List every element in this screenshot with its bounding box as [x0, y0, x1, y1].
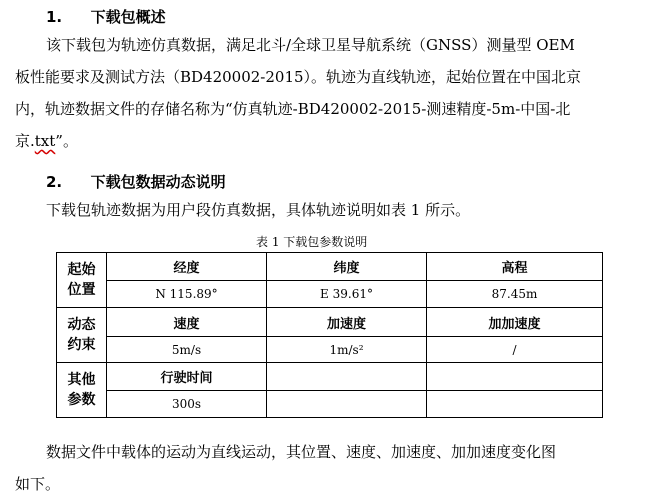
col-header-latitude: 纬度 [267, 253, 427, 281]
cell-longitude-value: N 115.89° [107, 281, 267, 308]
section-2-title: 下载包数据动态说明 [90, 173, 226, 191]
row-header-other-params: 其他 参数 [57, 363, 107, 418]
col-header-jerk: 加加速度 [427, 308, 603, 337]
table-caption: 表 1 下载包参数说明 [256, 235, 368, 249]
cell-empty [427, 391, 603, 418]
cell-acceleration-value: 1m/s² [267, 337, 427, 363]
cell-speed-value: 5m/s [107, 337, 267, 363]
section-2-intro: 下载包轨迹数据为用户段仿真数据，具体轨迹说明如表 1 所示。 [46, 201, 471, 219]
table-row [57, 253, 603, 281]
section-1-line-2: 板性能要求及测试方法（BD420002-2015）。轨迹为直线轨迹，起始位置在中国北京 [15, 68, 582, 86]
table-row [57, 337, 603, 363]
cell-travel-time-value: 300s [107, 391, 267, 418]
section-1-title: 下载包概述 [90, 8, 166, 26]
col-header-speed: 速度 [107, 308, 267, 337]
parameter-table [56, 252, 603, 418]
cell-empty [427, 363, 603, 391]
cell-empty [267, 391, 427, 418]
section-1-line-4: 京.txt”。 [15, 132, 78, 150]
section-2-number: 2. [46, 173, 63, 191]
closing-line-1: 数据文件中载体的运动为直线运动，其位置、速度、加速度、加加速度变化图 [46, 443, 557, 461]
closing-line-2: 如下。 [15, 475, 61, 493]
col-header-altitude: 高程 [427, 253, 603, 281]
spellcheck-underline: txt [34, 132, 56, 150]
cell-latitude-value: E 39.61° [267, 281, 427, 308]
section-2-heading [46, 171, 226, 192]
col-header-longitude: 经度 [107, 253, 267, 281]
section-1-line-1: 该下载包为轨迹仿真数据，满足北斗/全球卫星导航系统（GNSS）测量型 OEM [46, 36, 575, 54]
table-row [57, 281, 603, 308]
row-header-start-position: 起始 位置 [57, 253, 107, 308]
row-header-dynamic-constraints: 动态 约束 [57, 308, 107, 363]
cell-altitude-value: 87.45m [427, 281, 603, 308]
table-row [57, 363, 603, 391]
cell-jerk-value: / [427, 337, 603, 363]
section-1-number: 1. [46, 8, 63, 26]
col-header-travel-time: 行驶时间 [107, 363, 267, 391]
table-row [57, 308, 603, 337]
col-header-acceleration: 加速度 [267, 308, 427, 337]
section-1-heading [46, 6, 166, 27]
section-1-line-3: 内，轨迹数据文件的存储名称为“仿真轨迹-BD420002-2015-测速精度-5m-中国-北 [15, 100, 571, 118]
cell-empty [267, 363, 427, 391]
table-row [57, 391, 603, 418]
